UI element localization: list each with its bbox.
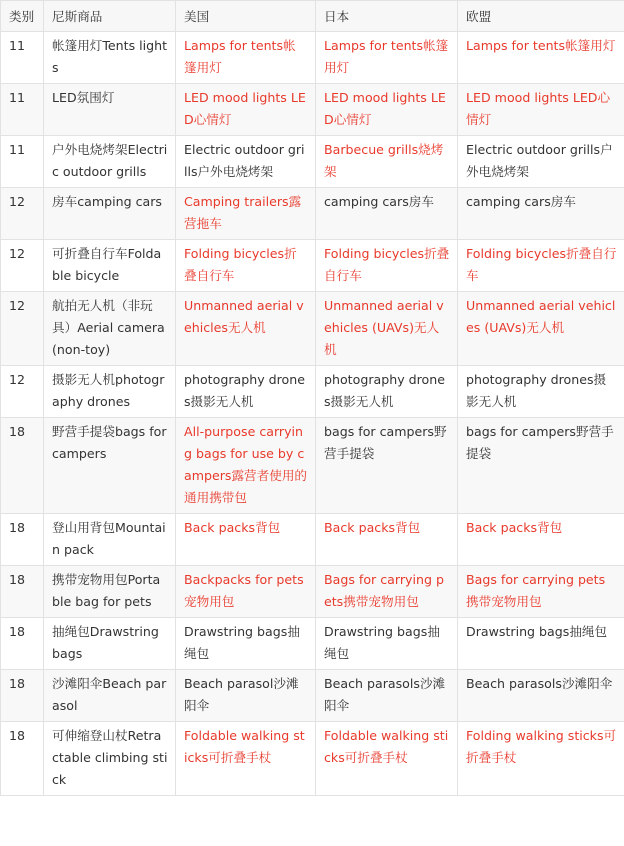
eu-cell: Electric outdoor grills户外电烧烤架 <box>458 136 624 188</box>
nice-goods-cell: 帐篷用灯Tents lights <box>44 32 176 84</box>
usa-cell: Lamps for tents帐篷用灯 <box>176 32 316 84</box>
japan-cell: Foldable walking sticks可折叠手杖 <box>316 722 458 796</box>
class-cell: 18 <box>1 514 44 566</box>
eu-cell: bags for campers野营手提袋 <box>458 418 624 514</box>
japan-cell: camping cars房车 <box>316 188 458 240</box>
nice-goods-cell: 抽绳包Drawstring bags <box>44 618 176 670</box>
class-cell: 18 <box>1 418 44 514</box>
nice-goods-cell: 户外电烧烤架Electric outdoor grills <box>44 136 176 188</box>
class-cell: 12 <box>1 188 44 240</box>
japan-cell: Unmanned aerial vehicles (UAVs)无人机 <box>316 292 458 366</box>
eu-cell: photography drones摄影无人机 <box>458 366 624 418</box>
usa-cell: Unmanned aerial vehicles无人机 <box>176 292 316 366</box>
table-row <box>1 418 624 514</box>
nice-goods-cell: 携带宠物用包Portable bag for pets <box>44 566 176 618</box>
nice-goods-cell: 沙滩阳伞Beach parasol <box>44 670 176 722</box>
japan-cell: Drawstring bags抽绳包 <box>316 618 458 670</box>
japan-cell: Back packs背包 <box>316 514 458 566</box>
header-eu: 欧盟 <box>458 1 624 32</box>
eu-cell: Drawstring bags抽绳包 <box>458 618 624 670</box>
usa-cell: Electric outdoor grills户外电烧烤架 <box>176 136 316 188</box>
usa-cell: Foldable walking sticks可折叠手杖 <box>176 722 316 796</box>
japan-cell: Bags for carrying pets携带宠物用包 <box>316 566 458 618</box>
eu-cell: LED mood lights LED心情灯 <box>458 84 624 136</box>
header-row <box>1 1 624 32</box>
class-cell: 11 <box>1 136 44 188</box>
class-cell: 12 <box>1 240 44 292</box>
class-cell: 12 <box>1 366 44 418</box>
class-cell: 18 <box>1 618 44 670</box>
table-row <box>1 722 624 796</box>
usa-cell: Camping trailers露营拖车 <box>176 188 316 240</box>
japan-cell: photography drones摄影无人机 <box>316 366 458 418</box>
usa-cell: All-purpose carrying bags for use by campers露营者使用的通用携带包 <box>176 418 316 514</box>
table-row <box>1 136 624 188</box>
header-japan: 日本 <box>316 1 458 32</box>
class-cell: 11 <box>1 32 44 84</box>
japan-cell: LED mood lights LED心情灯 <box>316 84 458 136</box>
table-row <box>1 32 624 84</box>
usa-cell: Drawstring bags抽绳包 <box>176 618 316 670</box>
japan-cell: Lamps for tents帐篷用灯 <box>316 32 458 84</box>
class-cell: 18 <box>1 722 44 796</box>
usa-cell: Beach parasol沙滩阳伞 <box>176 670 316 722</box>
usa-cell: LED mood lights LED心情灯 <box>176 84 316 136</box>
table-row <box>1 292 624 366</box>
header-nice-goods: 尼斯商品 <box>44 1 176 32</box>
eu-cell: Folding walking sticks可折叠手杖 <box>458 722 624 796</box>
class-cell: 18 <box>1 566 44 618</box>
eu-cell: Beach parasols沙滩阳伞 <box>458 670 624 722</box>
usa-cell: Backpacks for pets宠物用包 <box>176 566 316 618</box>
nice-goods-cell: 可折叠自行车Foldable bicycle <box>44 240 176 292</box>
nice-goods-cell: 可伸缩登山杖Retractable climbing stick <box>44 722 176 796</box>
table-row <box>1 566 624 618</box>
japan-cell: bags for campers野营手提袋 <box>316 418 458 514</box>
eu-cell: camping cars房车 <box>458 188 624 240</box>
eu-cell: Folding bicycles折叠自行车 <box>458 240 624 292</box>
eu-cell: Unmanned aerial vehicles (UAVs)无人机 <box>458 292 624 366</box>
usa-cell: Back packs背包 <box>176 514 316 566</box>
nice-goods-cell: 航拍无人机（非玩具）Aerial camera(non-toy) <box>44 292 176 366</box>
table-body <box>1 32 624 796</box>
table-row <box>1 514 624 566</box>
japan-cell: Barbecue grills烧烤架 <box>316 136 458 188</box>
table-row <box>1 84 624 136</box>
japan-cell: Folding bicycles折叠自行车 <box>316 240 458 292</box>
nice-goods-cell: LED氛围灯 <box>44 84 176 136</box>
eu-cell: Lamps for tents帐篷用灯 <box>458 32 624 84</box>
header-usa: 美国 <box>176 1 316 32</box>
class-cell: 11 <box>1 84 44 136</box>
class-cell: 18 <box>1 670 44 722</box>
nice-goods-cell: 摄影无人机photography drones <box>44 366 176 418</box>
header-class: 类别 <box>1 1 44 32</box>
class-cell: 12 <box>1 292 44 366</box>
nice-goods-cell: 野营手提袋bags for campers <box>44 418 176 514</box>
table-row <box>1 366 624 418</box>
table-row <box>1 240 624 292</box>
table-row <box>1 618 624 670</box>
table-row <box>1 670 624 722</box>
eu-cell: Back packs背包 <box>458 514 624 566</box>
table-row <box>1 188 624 240</box>
nice-goods-cell: 房车camping cars <box>44 188 176 240</box>
nice-goods-cell: 登山用背包Mountain pack <box>44 514 176 566</box>
usa-cell: Folding bicycles折叠自行车 <box>176 240 316 292</box>
eu-cell: Bags for carrying pets携带宠物用包 <box>458 566 624 618</box>
usa-cell: photography drones摄影无人机 <box>176 366 316 418</box>
japan-cell: Beach parasols沙滩阳伞 <box>316 670 458 722</box>
